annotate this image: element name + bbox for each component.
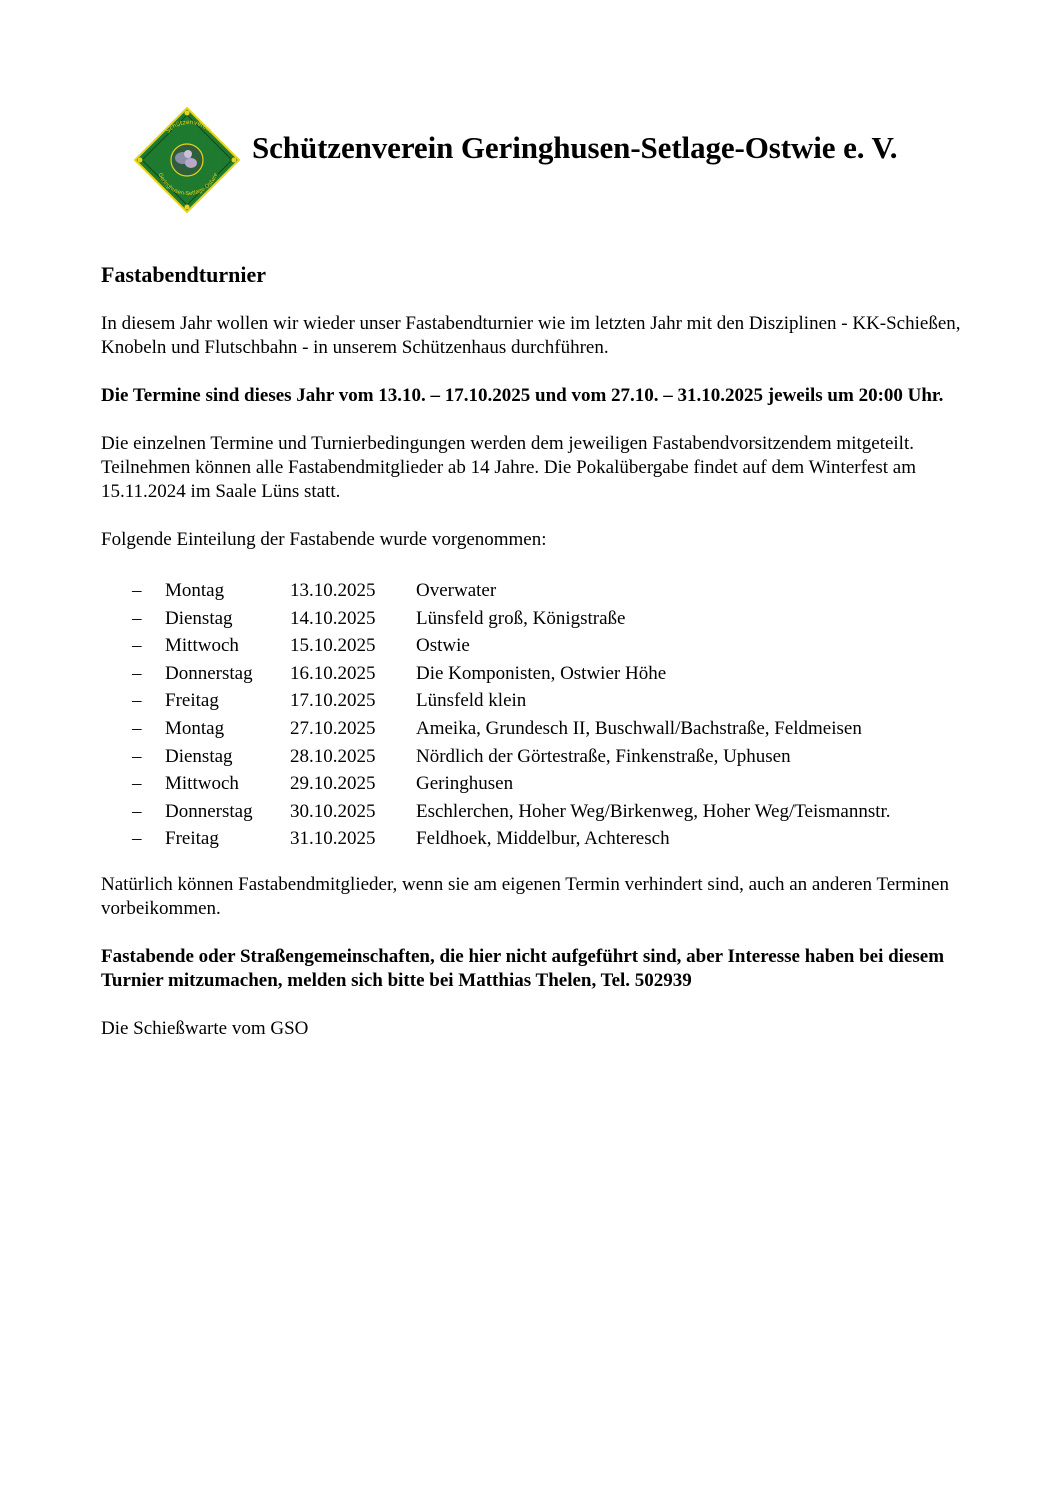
schedule-row — [101, 577, 961, 605]
bullet-dash: – — [132, 580, 142, 601]
schedule-day: Dienstag — [165, 607, 233, 629]
schedule-row — [101, 715, 961, 743]
bullet-dash: – — [132, 662, 142, 684]
schedule-day: Donnerstag — [165, 800, 253, 822]
bullet-dash: – — [132, 607, 142, 629]
schedule-row — [101, 632, 961, 660]
schedule-location: Ameika, Grundesch II, Buschwall/Bachstraße, Feldmeisen — [416, 717, 862, 739]
schedule-location: Die Komponisten, Ostwier Höhe — [416, 662, 667, 684]
logo-ring-text-bottom: Geringhusen-Setlage-Ostwie — [156, 172, 220, 198]
schedule-location: Ostwie — [416, 635, 470, 657]
bullet-dash: – — [132, 828, 142, 850]
bullet-dash: – — [132, 745, 142, 767]
schedule-date: 31.10.2025 — [290, 828, 376, 850]
schedule-day: Montag — [165, 580, 225, 601]
schedule-date: 29.10.2025 — [290, 773, 376, 795]
page-title: Fastabendturnier — [101, 262, 266, 287]
info-paragraph: Die einzelnen Termine und Turnierbedingungen werden dem jeweiligen Fastabendvorsitzendem mitgeteilt. Teilnehmen können alle Fastabendmitglieder ab 14 Jahre. Die Pokalübergabe findet auf dem Winterfest am 15.11.2024 im Saale Lüns statt. — [101, 433, 916, 502]
schedule-row — [101, 825, 961, 853]
schedule-location: Lünsfeld klein — [416, 690, 527, 712]
schedule-location: Lünsfeld groß, Königstraße — [416, 607, 626, 629]
schedule-location: Geringhusen — [416, 773, 514, 795]
schedule-date: 17.10.2025 — [290, 690, 376, 712]
schedule-day: Montag — [165, 717, 225, 739]
schedule-date: 30.10.2025 — [290, 800, 376, 822]
bullet-dash: – — [132, 773, 142, 795]
schedule-row — [101, 660, 961, 688]
schedule-date: 13.10.2025 — [290, 580, 376, 601]
schedule-row — [101, 605, 961, 633]
bullet-dash: – — [132, 717, 142, 739]
org-name: Schützenverein Geringhusen-Setlage-Ostwie e. V. — [252, 130, 898, 165]
signature: Die Schießwarte vom GSO — [101, 1017, 309, 1039]
schedule-day: Mittwoch — [165, 773, 239, 795]
bullet-dash: – — [132, 800, 142, 822]
note-paragraph: Natürlich können Fastabendmitglieder, wenn sie am eigenen Termin verhindert sind, auch an anderen Terminen vorbeikommen. — [101, 873, 949, 919]
schedule-location: Overwater — [416, 580, 497, 601]
schedule-day: Freitag — [165, 690, 219, 712]
schedule-location: Eschlerchen, Hoher Weg/Birkenweg, Hoher Weg/Teismannstr. — [416, 800, 891, 822]
schedule-date: 27.10.2025 — [290, 717, 376, 739]
schedule-day: Mittwoch — [165, 635, 239, 657]
bullet-dash: – — [132, 690, 142, 712]
contact-paragraph: Fastabende oder Straßengemeinschaften, die hier nicht aufgeführt sind, aber Interesse haben bei diesem Turnier mitzumachen, melden sich bitte bei Matthias Thelen, Tel. 502939 — [101, 945, 945, 991]
schedule-date: 15.10.2025 — [290, 635, 376, 657]
schedule-row — [101, 743, 961, 771]
club-emblem-icon — [133, 106, 241, 214]
schedule-day: Donnerstag — [165, 662, 253, 684]
schedule-day: Freitag — [165, 828, 219, 850]
intro-paragraph: In diesem Jahr wollen wir wieder unser Fastabendturnier wie im letzten Jahr mit den Disziplinen - KK-Schießen, Knobeln und Flutschbahn - in unserem Schützenhaus durchführen. — [101, 313, 961, 358]
logo-ring-text-top: Schützenverein — [164, 118, 214, 135]
bullet-dash: – — [132, 635, 142, 657]
dates-notice: Die Termine sind dieses Jahr vom 13.10. – 17.10.2025 und vom 27.10. – 31.10.2025 jeweils um 20:00 Uhr. — [101, 385, 944, 406]
schedule-row — [101, 687, 961, 715]
schedule-location: Nördlich der Görtestraße, Finkenstraße, Uphusen — [416, 745, 791, 767]
schedule-row — [101, 770, 961, 798]
schedule-list — [101, 577, 961, 853]
schedule-row — [101, 798, 961, 826]
schedule-date: 14.10.2025 — [290, 607, 376, 629]
letter-body — [101, 262, 961, 1041]
letterhead — [133, 106, 953, 214]
schedule-date: 28.10.2025 — [290, 745, 376, 767]
schedule-date: 16.10.2025 — [290, 662, 376, 684]
schedule-day: Dienstag — [165, 745, 233, 767]
schedule-location: Feldhoek, Middelbur, Achteresch — [416, 828, 670, 850]
schedule-intro: Folgende Einteilung der Fastabende wurde vorgenommen: — [101, 529, 547, 550]
